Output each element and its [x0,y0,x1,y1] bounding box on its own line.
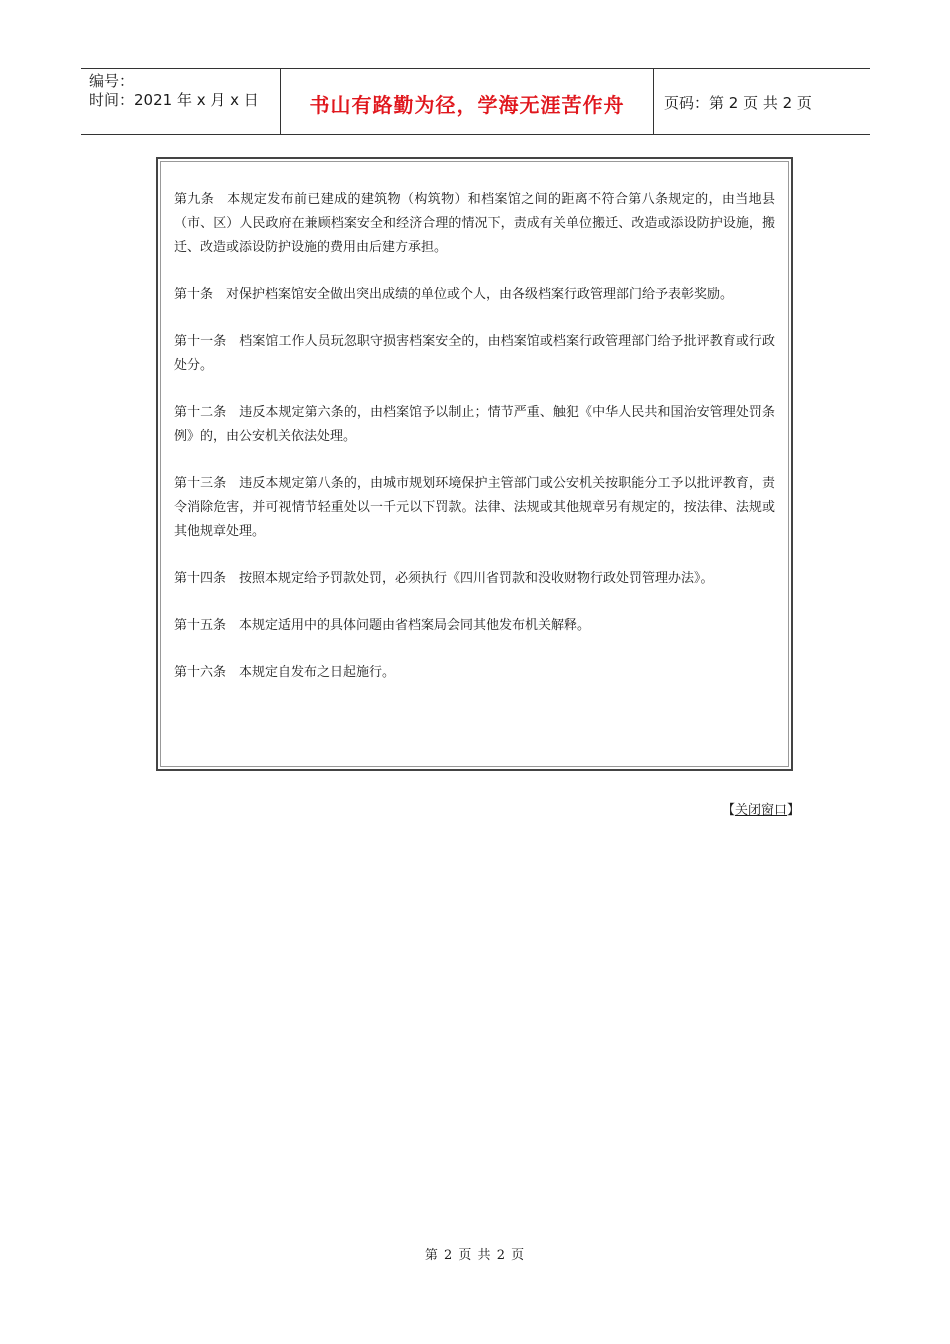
article-paragraph [174,472,775,544]
article-paragraph [174,661,775,685]
header-page-label: 页码：第 2 页 共 2 页 [664,94,812,112]
close-window-control [722,801,800,821]
close-window-close-bracket: 】 [787,803,801,818]
article-text: 按照本规定给予罚款处罚，必须执行《四川省罚款和没收财物行政处罚管理办法》。 [239,571,714,586]
article-paragraph [174,283,775,307]
article-text: 本规定适用中的具体问题由省档案局会同其他发布机关解释。 [239,618,591,633]
close-window-open-bracket: 【 [722,803,736,818]
regulation-content-box [156,157,793,771]
article-text: 违反本规定第八条的，由城市规划环境保护主管部门或公安机关按职能分工予以批评教育，责令消除危害，并可视情节轻重处以一千元以下罚款。法律、法规或其他规章另有规定的，按法律、法规或其他规章处理。 [174,476,775,539]
article-text: 违反本规定第六条的，由档案馆予以制止；情节严重、触犯《中华人民共和国治安管理处罚条例》的，由公安机关依法处理。 [174,405,775,444]
header-motto: 书山有路勤为径，学海无涯苦作舟 [281,69,654,134]
article-text: 档案馆工作人员玩忽职守损害档案安全的，由档案馆或档案行政管理部门给予批评教育或行政处分。 [174,334,775,373]
document-header [81,68,870,135]
article-paragraph [174,401,775,449]
article-number: 第十条 [174,287,214,302]
article-text: 本规定发布前已建成的建筑物（构筑物）和档案馆之间的距离不符合第八条规定的，由当地县（市、区）人民政府在兼顾档案安全和经济合理的情况下，责成有关单位搬迁、改造或添设防护设施，搬迁、改造或添设防护设施的费用由后建方承担。 [174,192,775,255]
article-paragraph [174,614,775,638]
article-number: 第十四条 [174,571,227,586]
article-text: 本规定自发布之日起施行。 [239,665,396,680]
article-paragraph [174,567,775,591]
article-number: 第十三条 [174,476,227,491]
header-meta-cell [81,69,281,134]
document-time-label: 时间：2021 年 x 月 x 日 [89,91,259,109]
article-paragraph [174,188,775,260]
document-number-label: 编号： [89,72,135,90]
close-window-link[interactable]: 关闭窗口 [735,803,788,818]
article-number: 第十五条 [174,618,227,633]
article-number: 第十二条 [174,405,227,420]
article-text: 对保护档案馆安全做出突出成绩的单位或个人，由各级档案行政管理部门给予表彰奖励。 [226,287,734,302]
article-number: 第九条 [174,192,215,207]
article-number: 第十一条 [174,334,227,349]
article-number: 第十六条 [174,665,227,680]
article-paragraph [174,330,775,378]
page-footer: 第 2 页 共 2 页 [424,1248,526,1263]
